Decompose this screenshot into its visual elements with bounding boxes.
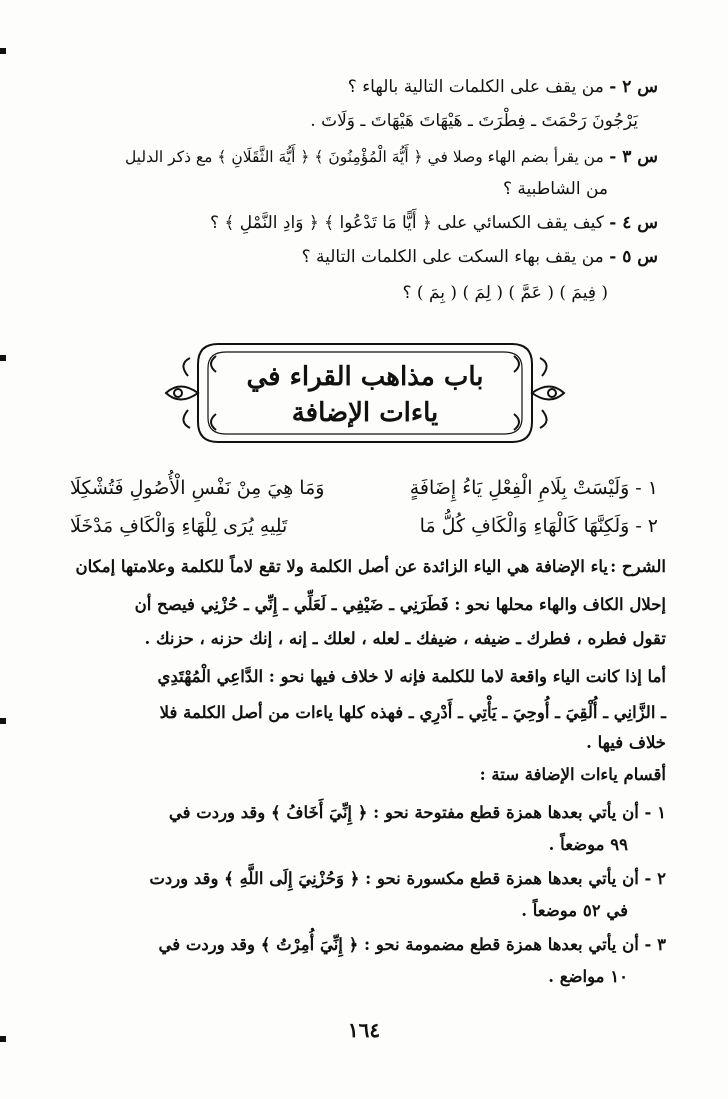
chapter-title-line-1: باب مذاهب القراء في [246, 362, 484, 392]
question-5 [70, 244, 658, 270]
question-3-cont [70, 176, 608, 202]
question-label: س ٢ - [609, 77, 658, 97]
question-5-words [70, 280, 608, 306]
question-text: يَرْجُونَ رَحْمَتَ ـ فِطْرَتَ ـ هَيْهَاتَ هَيْهَاتَ ـ وَلَاتَ . [310, 111, 638, 131]
question-text: من الشاطبية ؟ [502, 179, 608, 199]
type-item-line: ١٠ مواضع . [548, 967, 628, 986]
question-text: من يقرأ بضم الهاء وصلا في ﴿ أَيُّهَ الْمُؤْمِنُونَ ﴾ ﴿ أَيُّهَ الثَّقَلَانِ ﴾ مع ذكر الدليل [124, 148, 604, 166]
question-2-words [70, 108, 638, 134]
scan-edge-mark [0, 355, 6, 361]
question-text: ( فِيمَ ) ( عَمَّ ) ( لِمَ ) ( بِمَ ) ؟ [402, 283, 608, 303]
type-item-line: ٢ - أن يأتي بعدها همزة قطع مكسورة نحو : ﴿ وَحُزْنِيَ إِلَى اللَّهِ ﴾ وقد وردت [149, 869, 666, 888]
question-label: س ٥ - [609, 247, 658, 267]
type-item-line: في ٥٢ موضعاً . [521, 901, 628, 920]
question-text: كيف يقف الكسائي على ﴿ أَيًّا مَا تَدْعُوا ﴾ ﴿ وَادِ النَّمْلِ ﴾ ؟ [209, 213, 604, 233]
question-3 [60, 144, 658, 170]
explanation-line: ياء الإضافة هي الياء الزائدة عن أصل الكلمة ولا تقع لاماً للكلمة وعلامتها إمكان [75, 557, 608, 576]
poem-verse-1-second: وَمَا هِيَ مِنْ نَفْسِ الْأُصُولِ فَتُشْكِلَا [70, 477, 325, 499]
page-number: ١٦٤ [347, 1018, 381, 1042]
question-label: س ٣ - [609, 147, 658, 167]
question-text: من يقف على الكلمات التالية بالهاء ؟ [347, 77, 604, 97]
note-line: ـ الزَّانِي ـ أُلْقِيَ ـ أُوحِيَ ـ يَأْتِي ـ أَدْرِي ـ فهذه كلها ياءات من أصل الكلمة فلا [159, 703, 666, 722]
note-line: أما إذا كانت الياء واقعة لاما للكلمة فإنه لا خلاف فيها نحو : الدَّاعِي الْمُهْتَدِي [157, 667, 666, 686]
question-label: س ٤ - [609, 213, 658, 233]
type-item-line: ٣ - أن يأتي بعدها همزة قطع مضمومة نحو : ﴿ إِنِّيَ أُمِرْتُ ﴾ وقد وردت في [158, 935, 666, 954]
types-heading: أقسام ياءات الإضافة ستة : [479, 765, 666, 784]
question-4 [70, 210, 658, 236]
chapter-title-line-2: ياءات الإضافة [291, 398, 439, 428]
chapter-banner [158, 334, 572, 452]
question-2 [70, 74, 658, 100]
note-line: خلاف فيها . [586, 733, 666, 752]
scan-edge-mark [0, 718, 6, 724]
type-item-line: ١ - أن يأتي بعدها همزة قطع مفتوحة نحو : ﴿ إِنِّيَ أَخَافُ ﴾ وقد وردت في [168, 803, 666, 822]
question-text: من يقف بهاء السكت على الكلمات التالية ؟ [301, 247, 604, 267]
poem-verse-1-first: ١ - وَلَيْسَتْ بِلَامِ الْفِعْلِ يَاءُ إِضَافَةٍ [409, 477, 658, 499]
explanation-line: تقول فطره ، فطرك ـ ضيفه ، ضيفك ـ لعله ، لعلك ـ إنه ، إنك حزنه ، حزنك . [144, 629, 666, 648]
poem-verse-2-first: ٢ - وَلَكِنَّهَا كَالْهَاءِ وَالْكَافِ كُلُّ مَا [419, 515, 658, 537]
type-item-line: ٩٩ موضعاً . [548, 835, 628, 854]
explanation-line: إحلال الكاف والهاء محلها نحو : فَطَرَنِي ـ ضَيْفِي ـ لَعَلِّي ـ إِنِّي ـ حُزْنِي فيصح أن [134, 595, 666, 614]
poem-verse-2-second: تَلِيهِ يُرَى لِلْهَاءِ وَالْكَافِ مَدْخَلَا [70, 515, 288, 537]
explanation-label: الشرح : [610, 557, 666, 576]
scan-edge-mark [0, 48, 6, 54]
